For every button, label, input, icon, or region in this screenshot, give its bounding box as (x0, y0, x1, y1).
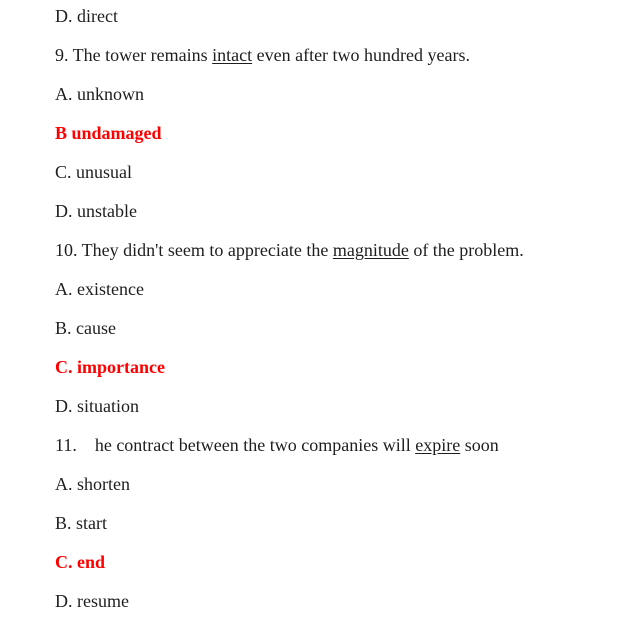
text-segment: D. resume (55, 591, 129, 611)
document-line (55, 36, 600, 75)
document-line (55, 504, 600, 543)
document-line (55, 465, 600, 504)
text-segment: C. unusual (55, 162, 133, 182)
underlined-word: magnitude (332, 240, 409, 260)
text-segment: A. existence (55, 279, 144, 299)
text-segment: B. cause (55, 318, 116, 338)
answer-line (55, 114, 600, 153)
underlined-word: expire (415, 435, 461, 455)
document-line (55, 192, 600, 231)
document-line (55, 270, 600, 309)
document-line (55, 0, 600, 36)
answer-line (55, 348, 600, 387)
document-line (55, 426, 600, 465)
text-segment: of the problem. (408, 240, 524, 260)
text-segment: 10. They didn't seem to appreciate the (55, 240, 333, 260)
text-segment: 11. he contract between the two companies will (55, 435, 416, 455)
underlined-word: intact (212, 45, 253, 65)
text-segment: D. direct (55, 6, 118, 26)
text-segment: B undamaged (55, 123, 162, 143)
document-line (55, 231, 600, 270)
text-segment: C. importance (55, 357, 165, 377)
document-line (55, 582, 600, 621)
document-line (55, 75, 600, 114)
answer-line (55, 543, 600, 582)
question-list (55, 0, 600, 621)
text-segment: C. end (55, 552, 106, 572)
text-segment: D. unstable (55, 201, 137, 221)
text-segment: D. situation (55, 396, 139, 416)
text-segment: even after two hundred years. (252, 45, 471, 65)
text-segment: A. shorten (55, 474, 130, 494)
text-segment: soon (460, 435, 499, 455)
document-line (55, 309, 600, 348)
text-segment: 9. The tower remains (55, 45, 213, 65)
document-line (55, 387, 600, 426)
text-segment: B. start (55, 513, 107, 533)
document-line (55, 153, 600, 192)
text-segment: A. unknown (55, 84, 144, 104)
